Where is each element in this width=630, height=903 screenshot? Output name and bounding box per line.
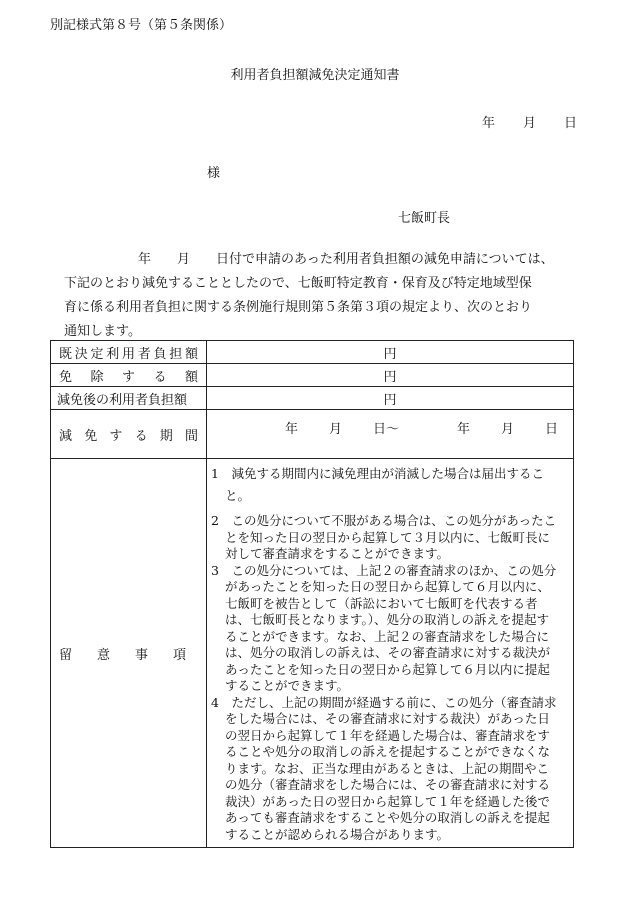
note-item: 1 減免する期間内に減免理由が消滅した場合は届出すること。 <box>211 466 544 503</box>
note-item: 2 この処分について不服がある場合は、この処分があったことを知った日の翌日から起算して３月以内に、七飯町長に対して審査請求をすることができます。 <box>211 513 557 561</box>
row-value-period <box>207 410 574 459</box>
row-label-decided-amount: 既決定利用者負担額 <box>51 341 207 364</box>
intro-line: 年 月 日付で申請のあった利用者負担額の減免申請については、 <box>138 252 554 267</box>
intro-line: 下記のとおり減免することとしたので、七飯町特定教育・保育及び特定地域型保 <box>64 276 532 291</box>
table-row <box>51 387 574 410</box>
period-end-month: 月 <box>501 422 515 437</box>
table-row <box>51 341 574 364</box>
period-start-day: 日～ <box>373 422 400 437</box>
table-row <box>51 410 574 459</box>
intro-line: 通知します。 <box>64 324 141 339</box>
row-label-period: 減免する期間 <box>51 410 207 459</box>
period-start-month: 月 <box>329 422 343 437</box>
period-end-day: 日 <box>545 422 559 437</box>
row-value-decided-amount: 円 <box>207 341 574 364</box>
decision-table <box>50 340 574 848</box>
issue-year: 年 <box>482 116 496 131</box>
issuer-name: 七飯町長 <box>398 211 451 226</box>
row-label-notes: 留意事項 <box>51 459 207 848</box>
issue-date <box>482 112 577 131</box>
row-label-exempt-amount: 免除する額 <box>51 364 207 387</box>
recipient-suffix: 様 <box>207 166 221 181</box>
issue-month: 月 <box>523 116 537 131</box>
table-row <box>51 459 574 848</box>
row-value-exempt-amount: 円 <box>207 364 574 387</box>
issue-day: 日 <box>564 116 578 131</box>
intro-paragraph <box>50 248 582 344</box>
form-number: 別記様式第８号（第５条関係） <box>50 18 233 33</box>
row-label-after-reduction: 減免後の利用者負担額 <box>51 387 207 410</box>
note-item: 3 この処分については、上記２の審査請求のほか、この処分があったことを知った日の翌日から起算して６月以内に、七飯町を被告として（訴訟において七飯町を代表する者は、七飯町長となります。）、処分の取消しの訴えを提起することができます。なお、上記２の審査請求をした場合には、処分の取消しの訴えは、その審査請求に対する裁決があったことを知った日の翌日から起算して６月以内に提起することができます。 <box>211 562 557 693</box>
row-value-after-reduction: 円 <box>207 387 574 410</box>
period-end-year: 年 <box>457 422 471 437</box>
document-title: 利用者負担額減免決定通知書 <box>230 68 400 83</box>
period-start-year: 年 <box>285 422 299 437</box>
intro-line: 育に係る利用者負担に関する条例施行規則第５条第３項の規定より、次のとおり <box>64 300 533 315</box>
notes-list <box>207 459 574 848</box>
table-row <box>51 364 574 387</box>
note-item: 4 ただし、上記の期間が経過する前に、この処分（審査請求をした場合には、その審査請求に対する裁決）があった日の翌日から起算して１年を経過した場合は、審査請求をすることや処分の取消しの訴えを提起することができなくなります。なお、正当な理由があるときは、上記の期間やこの処分（審査請求をした場合には、その審査請求に対する裁決）があった日の翌日から起算して１年を経過した後であっても審査請求をすることや処分の取消しの訴えを提起することが認められる場合があります。 <box>211 694 557 842</box>
